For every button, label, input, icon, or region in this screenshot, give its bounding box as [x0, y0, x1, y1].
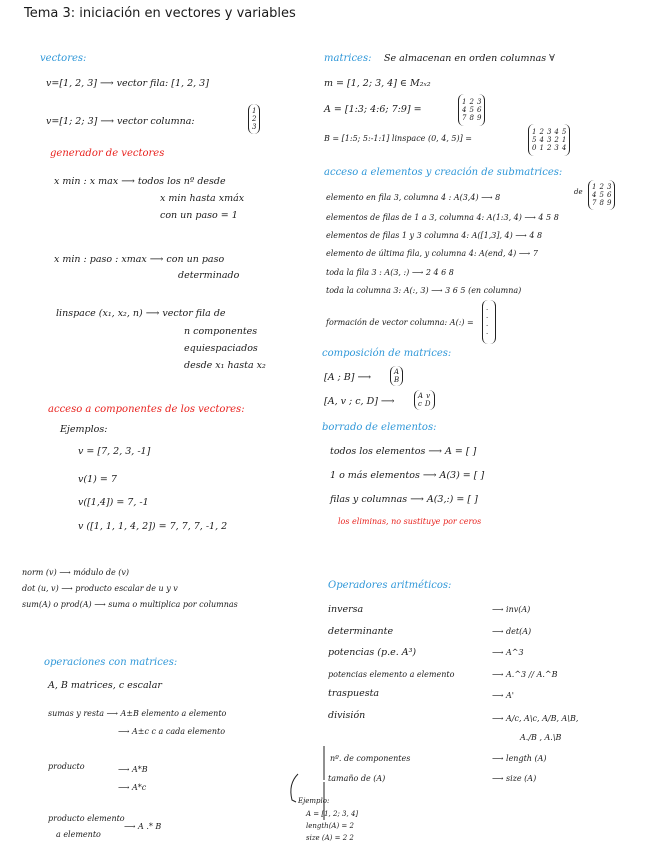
borrado-note: los eliminas, no sustituye por ceros	[338, 517, 482, 526]
borrado-line-1: todos los elementos ⟶ A = [ ]	[330, 446, 477, 457]
acceso-ref-matrix: 1 2 3 4 5 6 7 8 9	[588, 180, 615, 210]
aritmetico-label-2: determinante	[328, 626, 394, 637]
operaciones-line-3: ⟶ A±c c a cada elemento	[118, 727, 226, 736]
aritmetico-label-6: división	[328, 710, 366, 721]
tamano-value: ⟶ size (A)	[492, 774, 537, 783]
aritmeticos-heading: Operadores aritméticos:	[328, 580, 452, 591]
ejemplo-line-2: v(1) = 7	[78, 474, 117, 485]
ejemplo-size-line: size (A) = 2 2	[306, 834, 354, 842]
aritmetico-value-6b: A./B , A.\B	[520, 733, 562, 742]
generador-line-2: x min hasta xmáx	[160, 193, 245, 204]
aritmetico-label-5: traspuesta	[328, 688, 380, 699]
borrado-line-2: 1 o más elementos ⟶ A(3) = [ ]	[330, 470, 485, 481]
vector-columna-matrix: 1 2 3	[248, 104, 260, 134]
aritmetico-label-3: potencias (p.e. A³)	[328, 647, 417, 658]
producto-label: producto	[48, 762, 85, 771]
acceso-line-4: elemento de última fila, y columna 4: A(end, 4) ⟶ 7	[326, 249, 538, 258]
vector-columna-line: v=[1; 2; 3] ⟶ vector columna:	[46, 116, 195, 127]
composicion-line-1: [A ; B] ⟶	[324, 372, 372, 383]
ejemplo-line-1: v = [7, 2, 3, -1]	[78, 446, 151, 457]
linspace-line-2: n componentes	[184, 326, 258, 337]
producto-elemento-3: ⟶ A .* B	[124, 822, 162, 831]
matriz-b-line: B = [1:5; 5:-1:1] linspace (0, 4, 5)] =	[324, 134, 473, 143]
aritmetico-value-5: ⟶ A'	[492, 691, 514, 700]
acceso-elementos-heading: acceso a elementos y creación de submatrices:	[324, 167, 563, 178]
vectores-heading: vectores:	[40, 53, 87, 64]
acceso-line-2: elementos de filas de 1 a 3, columna 4: A(1:3, 4) ⟶ 4 5 8	[326, 213, 559, 222]
ejemplos-label: Ejemplos:	[60, 424, 108, 435]
generador-line-4: x min : paso : xmax ⟶ con un paso	[54, 254, 225, 265]
linspace-line-1: linspace (x₁, x₂, n) ⟶ vector fila de	[56, 308, 226, 319]
borrado-heading: borrado de elementos:	[322, 422, 437, 433]
operaciones-heading: operaciones con matrices:	[44, 657, 178, 668]
ejemplo-line-3: v([1,4]) = 7, -1	[78, 497, 149, 508]
norm-line: norm (v) ⟶ módulo de (v)	[22, 568, 129, 577]
linspace-line-4: desde x₁ hasta x₂	[184, 360, 266, 371]
acceso-componentes-heading: acceso a componentes de los vectores:	[48, 404, 245, 415]
composicion-matrix-1: A B	[390, 366, 403, 386]
aritmetico-label-4: potencias elemento a elemento	[328, 670, 455, 679]
producto-elemento-1: producto elemento	[48, 814, 125, 823]
dot-line: dot (u, v) ⟶ producto escalar de u y v	[22, 584, 178, 593]
aritmetico-value-2: ⟶ det(A)	[492, 627, 532, 636]
aritmetico-value-4: ⟶ A.^3 // A.^B	[492, 670, 558, 679]
matrices-subheading: Se almacenan en orden columnas ∀	[384, 53, 555, 64]
matriz-b-matrix: 1 2 3 4 5 5 4 3 2 1 0 1 2 3 4	[528, 124, 570, 156]
aritmetico-value-1: ⟶ inv(A)	[492, 605, 531, 614]
sum-prod-line: sum(A) o prod(A) ⟶ suma o multiplica por columnas	[22, 600, 238, 609]
operaciones-line-1: A, B matrices, c escalar	[48, 680, 162, 691]
aritmetico-value-3: ⟶ A^3	[492, 648, 524, 657]
operaciones-line-2: sumas y resta ⟶ A±B elemento a elemento	[48, 709, 227, 718]
aritmetico-value-6: ⟶ A/c, A\c, A/B, A\B,	[492, 714, 579, 723]
linspace-line-3: equiespaciados	[184, 343, 258, 354]
ejemplo-length-line: length(A) = 2	[306, 822, 354, 830]
vector-fila-line: v=[1, 2, 3] ⟶ vector fila: [1, 2, 3]	[46, 78, 209, 89]
producto-line-1: ⟶ A*B	[118, 765, 148, 774]
matrices-heading: matrices:	[324, 53, 372, 64]
acceso-line-3: elementos de filas 1 y 3 columna 4: A([1,3], 4) ⟶ 4 8	[326, 231, 543, 240]
generador-line-1: x min : x max ⟶ todos los nº desde	[54, 176, 226, 187]
page-title: Tema 3: iniciación en vectores y variables	[24, 6, 296, 21]
ejemplo-heading: Ejemplo:	[298, 797, 330, 805]
aritmetico-label-1: inversa	[328, 604, 364, 615]
composicion-matrix-2: A v c D	[414, 390, 435, 410]
matriz-a-line: A = [1:3; 4:6; 7:9] =	[324, 104, 422, 115]
num-componentes-value: ⟶ length (A)	[492, 754, 547, 763]
acceso-line-7: formación de vector columna: A(:) =	[326, 318, 474, 327]
ejemplo-line-4: v ([1, 1, 1, 4, 2]) = 7, 7, 7, -1, 2	[78, 521, 228, 532]
generador-line-5: determinado	[178, 270, 240, 281]
vector-columna-result: · · · ·	[482, 300, 496, 344]
generador-heading: generador de vectores	[50, 148, 165, 159]
ejemplo-a-line: A = [1, 2; 3, 4]	[306, 810, 359, 818]
tamano-label: tamaño de (A)	[328, 774, 386, 783]
acceso-line-5: toda la fila 3 : A(3, :) ⟶ 2 4 6 8	[326, 268, 454, 277]
producto-elemento-2: a elemento	[56, 830, 101, 839]
composicion-heading: composición de matrices:	[322, 348, 452, 359]
borrado-line-3: filas y columnas ⟶ A(3,:) = [ ]	[330, 494, 478, 505]
num-componentes-label: nº. de componentes	[330, 754, 411, 763]
matriz-a-matrix: 1 2 3 4 5 6 7 8 9	[458, 94, 485, 126]
acceso-de-label: de	[574, 188, 583, 196]
acceso-line-1: elemento en fila 3, columna 4 : A(3,4) ⟶ 8	[326, 193, 501, 202]
matriz-m-line: m = [1, 2; 3, 4] ∈ M₂ₓ₂	[324, 78, 431, 89]
producto-line-2: ⟶ A*c	[118, 783, 147, 792]
generador-line-3: con un paso = 1	[160, 210, 238, 221]
composicion-line-2: [A, v ; c, D] ⟶	[324, 396, 395, 407]
acceso-line-6: toda la columna 3: A(:, 3) ⟶ 3 6 5 (en columna)	[326, 286, 522, 295]
